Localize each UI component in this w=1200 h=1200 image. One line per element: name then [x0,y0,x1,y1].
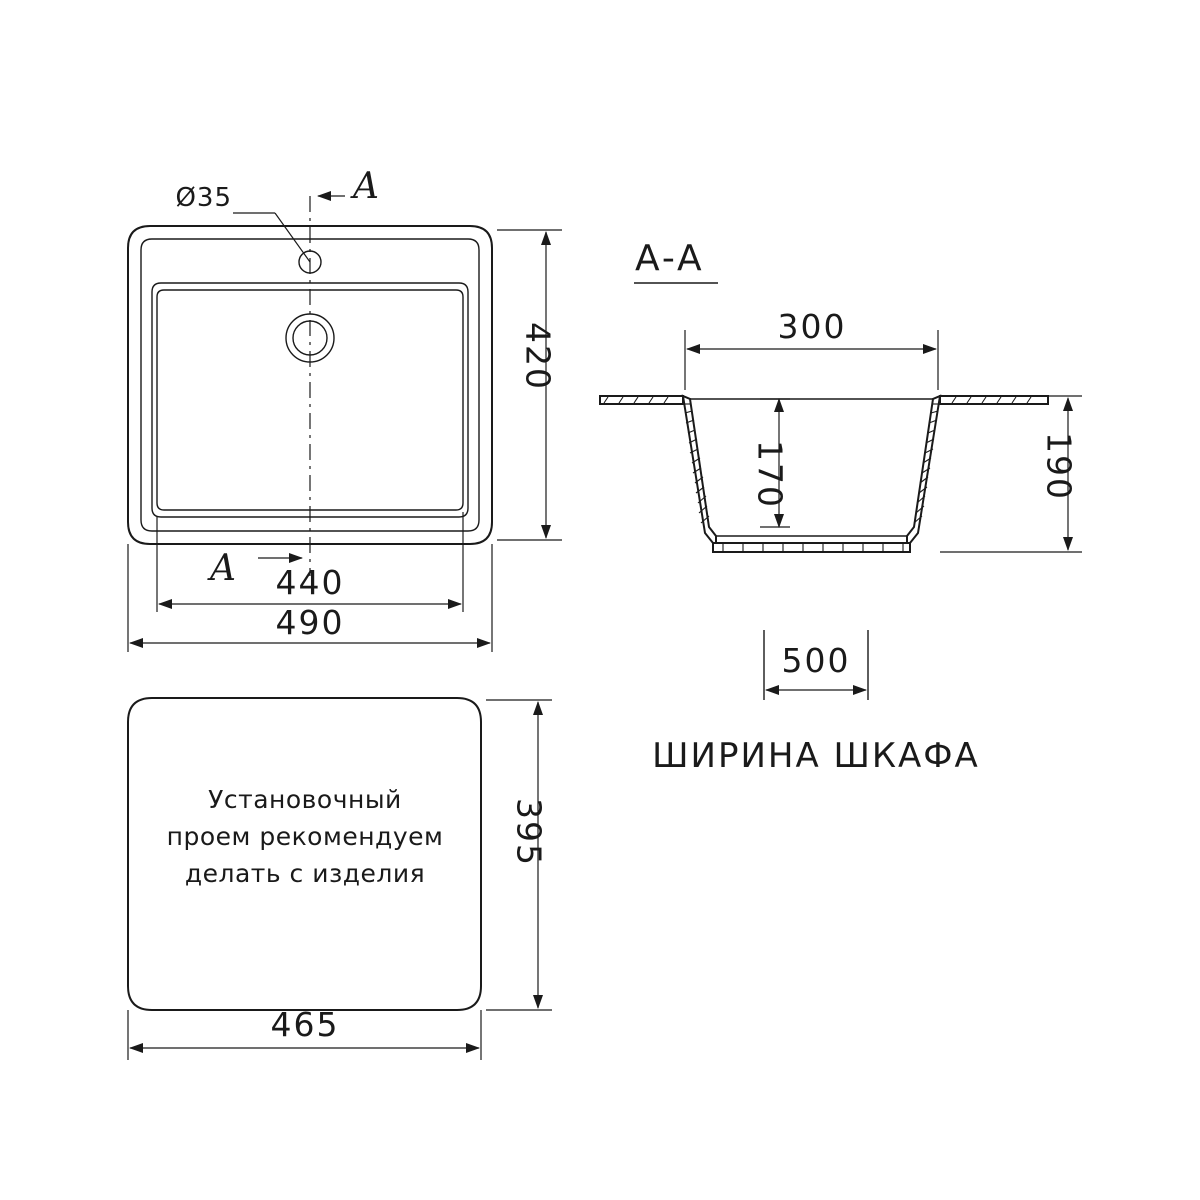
dim-cutout-height-395: 395 [509,798,549,867]
dim-cutout-width-465: 465 [270,1005,340,1044]
dim-inner-depth-170: 170 [750,440,790,509]
dim-outer-width-490: 490 [275,603,345,642]
cutout-note-line-2: проем рекомендуем [166,822,444,851]
dim-inner-width-440: 440 [275,563,345,602]
section-mark-top: A [353,166,379,207]
hole-diameter-label: Ø35 [175,183,232,213]
cabinet-width-group [652,630,980,776]
cutout-note-line-3: делать с изделия [184,859,426,888]
cabinet-caption: ШИРИНА ШКАФА [652,736,980,776]
cutout-view-group [128,698,552,1060]
dim-total-depth-190: 190 [1039,432,1079,501]
section-view-group [600,238,1082,552]
dim-height-420: 420 [518,322,558,391]
top-view-group [128,166,562,652]
section-label: A-A [635,238,705,279]
section-mark-bottom: A [210,548,236,589]
dim-top-width-300: 300 [777,307,847,346]
dim-cabinet-width-500: 500 [781,641,851,680]
cutout-note-line-1: Установочный [208,785,402,814]
